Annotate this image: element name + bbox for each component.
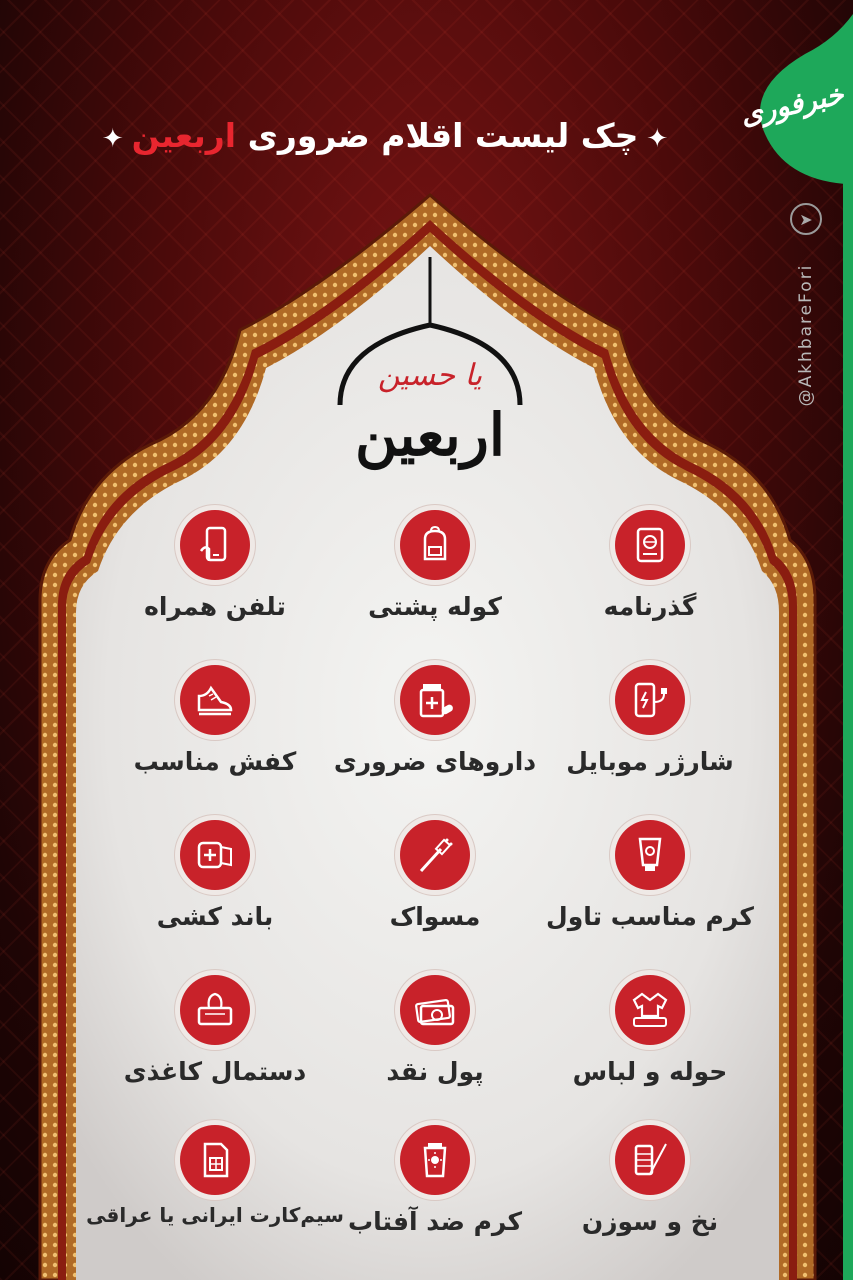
phone-icon [180, 510, 250, 580]
social-handle-text: @AkhbareFori [796, 263, 816, 407]
item-label: مسواک [389, 902, 481, 931]
passport-icon [615, 510, 685, 580]
item-label: گذرنامه [603, 592, 697, 621]
cash-icon [400, 975, 470, 1045]
thread-needle-icon [615, 1125, 685, 1195]
star-icon: ✦ [646, 124, 669, 154]
list-item [85, 820, 345, 970]
charger-icon [615, 665, 685, 735]
item-label: شارژر موبایل [566, 747, 734, 776]
item-label: کفش مناسب [133, 747, 297, 776]
star-icon: ✦ [101, 124, 124, 154]
cream-tube-icon [615, 820, 685, 890]
toothbrush-icon [400, 820, 470, 890]
clothes-icon [615, 975, 685, 1045]
bandage-icon [180, 820, 250, 890]
brand-logo-text: خبرفوری [737, 77, 847, 132]
item-label: حوله و لباس [572, 1057, 728, 1086]
item-label: داروهای ضروری [333, 747, 537, 776]
sim-card-icon [180, 1125, 250, 1195]
telegram-icon[interactable]: ➤ [790, 203, 822, 235]
logo-calligraphy-text: یا حسین [377, 358, 483, 393]
logo-main-text: اربعین [355, 401, 505, 469]
item-label: کوله پشتی [368, 592, 502, 621]
title-highlight: اربعین [131, 116, 237, 155]
item-label: کرم مناسب تاول [546, 902, 754, 931]
item-label: نخ و سوزن [581, 1207, 719, 1236]
title-main: چک لیست اقلام ضروری [247, 116, 639, 155]
shoe-icon [180, 665, 250, 735]
sunscreen-icon [400, 1125, 470, 1195]
social-handle [790, 250, 822, 420]
tissue-box-icon [180, 975, 250, 1045]
list-item [85, 510, 345, 660]
list-item [85, 975, 345, 1125]
item-label: سیم‌کارت ایرانی یا عراقی [86, 1203, 344, 1227]
item-label: کرم ضد آفتاب [347, 1207, 523, 1236]
item-label: پول نقد [386, 1057, 484, 1086]
brand-green-strip [843, 150, 853, 1280]
item-label: دستمال کاغذی [123, 1057, 307, 1086]
arbaeen-calligraphy-logo [300, 255, 560, 480]
page-title [40, 108, 730, 164]
backpack-icon [400, 510, 470, 580]
list-item [85, 665, 345, 815]
list-item [85, 1125, 345, 1275]
item-label: تلفن همراه [144, 592, 286, 621]
medicine-icon [400, 665, 470, 735]
item-label: باند کشی [156, 902, 274, 931]
